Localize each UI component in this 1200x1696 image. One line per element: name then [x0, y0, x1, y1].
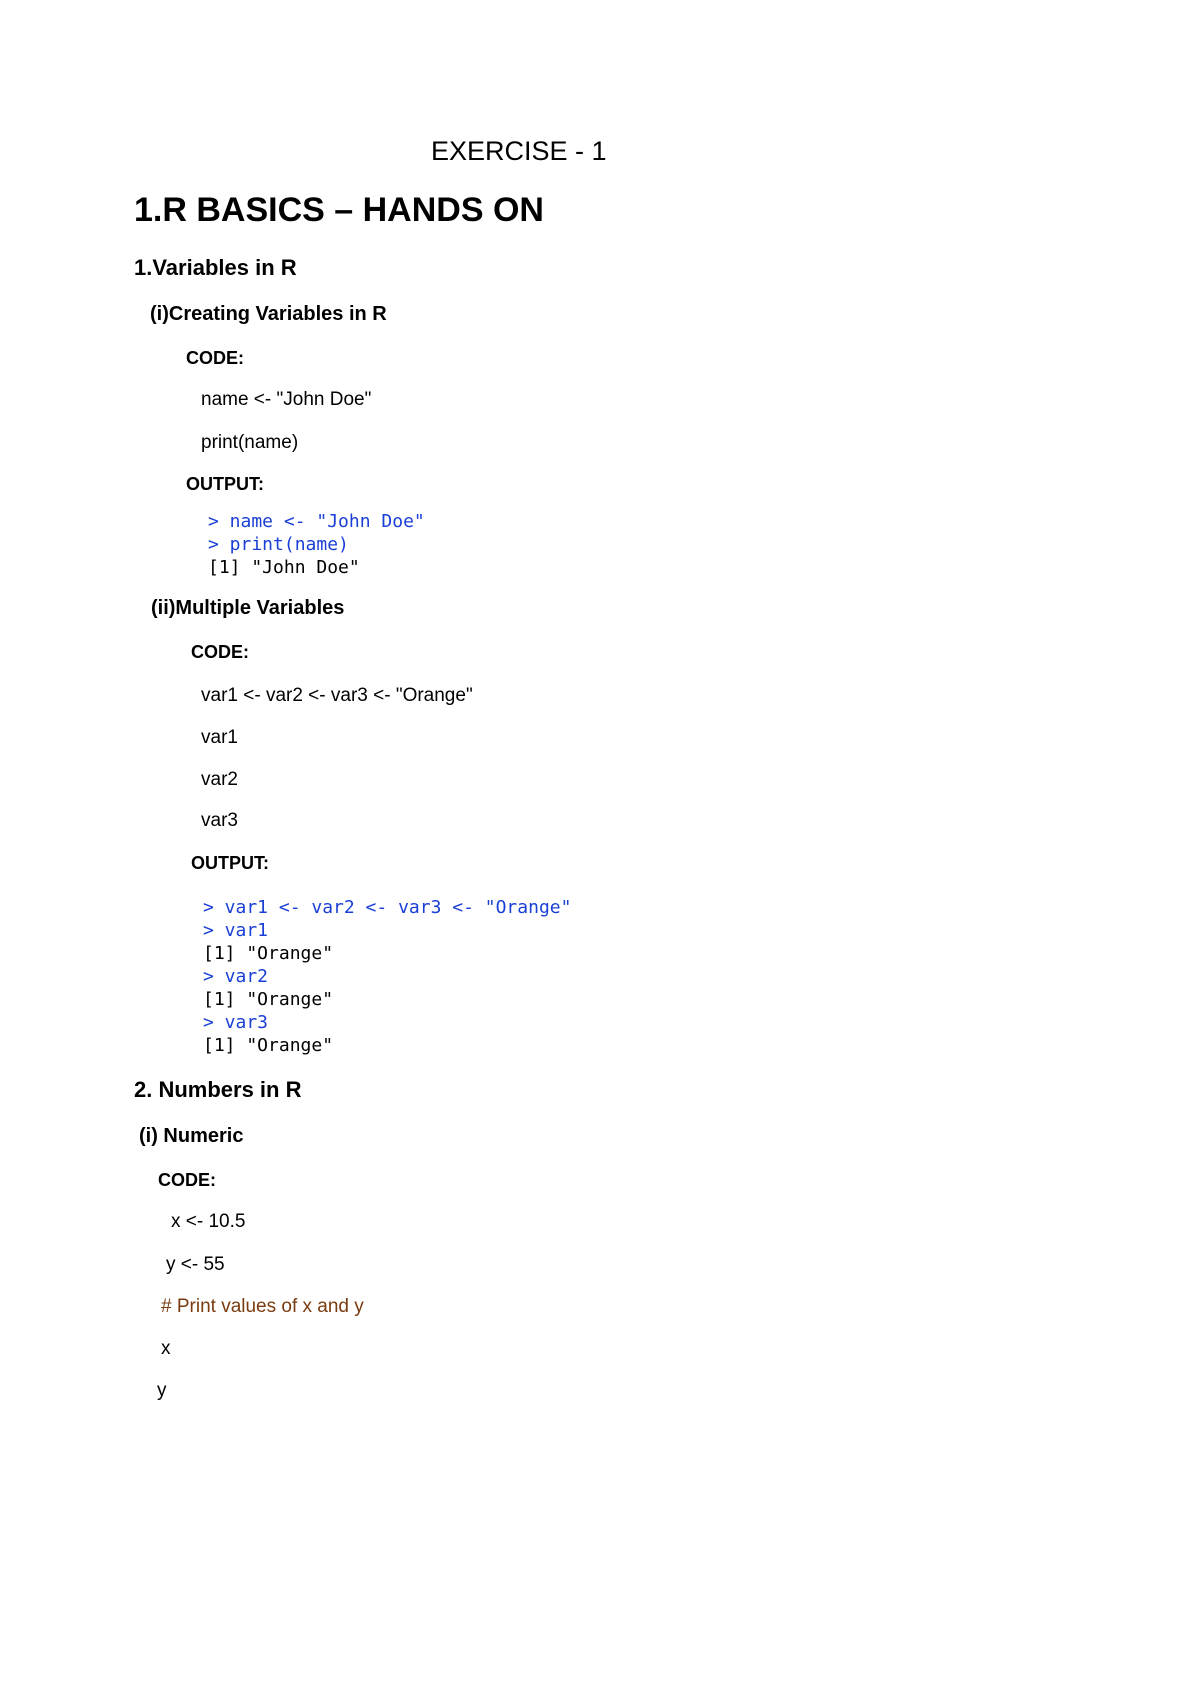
console-input-line: > var3 [203, 1012, 269, 1033]
console-output [203, 888, 571, 1065]
console-result-line: [1] "Orange" [203, 1035, 334, 1056]
section-heading-variables: 1.Variables in R [134, 255, 297, 280]
subsection-heading-multiple-variables: (ii)Multiple Variables [151, 597, 345, 619]
exercise-title: EXERCISE - 1 [431, 136, 607, 166]
subsection-heading-numeric: (i) Numeric [139, 1125, 244, 1147]
console-output [208, 510, 425, 579]
code-label: CODE: [186, 348, 244, 368]
code-line: y <- 55 [166, 1254, 225, 1275]
code-line: x <- 10.5 [171, 1211, 246, 1232]
output-label: OUTPUT: [191, 853, 269, 873]
code-line: var1 [201, 727, 238, 748]
code-label: CODE: [191, 642, 249, 662]
code-line: name <- "John Doe" [201, 389, 372, 410]
subsection-heading-creating-variables: (i)Creating Variables in R [150, 303, 387, 325]
console-result-line: [1] "John Doe" [208, 557, 360, 578]
console-input-line: > var1 <- var2 <- var3 <- "Orange" [203, 897, 572, 918]
console-input-line: > print(name) [208, 534, 349, 555]
code-line: var2 [201, 769, 238, 790]
console-input-line: > var2 [203, 966, 269, 987]
console-prompt-cursor [203, 1057, 571, 1065]
console-scroll-stub [203, 888, 571, 896]
code-comment: # Print values of x and y [161, 1296, 364, 1317]
console-result-line: [1] "Orange" [203, 989, 334, 1010]
console-input-line: > var1 [203, 920, 269, 941]
output-label: OUTPUT: [186, 474, 264, 494]
code-label: CODE: [158, 1170, 216, 1190]
code-line: var3 [201, 810, 238, 831]
code-line: var1 <- var2 <- var3 <- "Orange" [201, 685, 473, 706]
console-result-line: [1] "Orange" [203, 943, 334, 964]
code-line: y [157, 1380, 167, 1401]
code-line: x [161, 1338, 171, 1359]
section-heading-numbers: 2. Numbers in R [134, 1077, 302, 1102]
console-input-line: > name <- "John Doe" [208, 511, 425, 532]
code-line: print(name) [201, 432, 299, 453]
main-heading: 1.R BASICS – HANDS ON [134, 191, 544, 229]
